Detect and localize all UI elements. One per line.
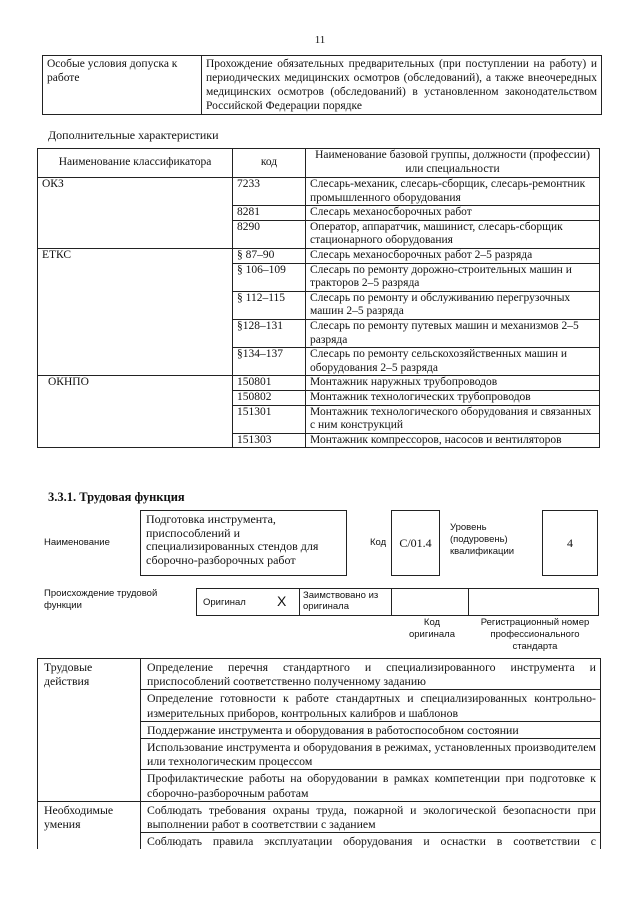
classifier-name: ОКНПО (38, 376, 233, 391)
classifier-code: 151303 (233, 433, 306, 448)
table-row (38, 263, 600, 291)
special-conditions-text: Прохождение обязательных предварительных (при поступлении на работу) и периодических медицинских осмотров (обследований), а также внеочередных медицинских осмотров (обследований) в установленном законодательством Российской Федерации порядке (202, 56, 602, 115)
classifier-title: Слесарь по ремонту сельскохозяйственных машин и оборудования 2–5 разряда (306, 348, 600, 376)
classifier-title: Оператор, аппаратчик, машинист, слесарь-сборщик стационарного оборудования (306, 220, 600, 248)
additional-characteristics-title: Дополнительные характеристики (48, 128, 219, 142)
labor-table (37, 658, 601, 849)
classifier-code: 7233 (233, 178, 306, 206)
function-name-box: Подготовка инструмента, приспособлений и специализированных стендов для сборочно-разборочных работ (140, 510, 347, 576)
classifier-title: Слесарь по ремонту путевых машин и механизмов 2–5 разряда (306, 319, 600, 347)
classifier-code: § 87–90 (233, 248, 306, 263)
original-code-cell (391, 589, 469, 615)
action-item: Определение перечня стандартного и специализированного инструмента и приспособлений соответственно полученному заданию (141, 659, 601, 690)
level-box: 4 (542, 510, 598, 576)
classifier-title: Монтажник наружных трубопроводов (306, 376, 600, 391)
classifier-code: 150802 (233, 390, 306, 405)
original-cell (197, 589, 300, 615)
table-row (38, 390, 600, 405)
code-original-caption: Код оригинала (408, 617, 455, 640)
function-title: 3.3.1. Трудовая функция (48, 490, 185, 504)
classifier-code: 8281 (233, 206, 306, 221)
table-row (38, 248, 600, 263)
table-row (38, 348, 600, 376)
special-conditions-label: Особые условия допуска к работе (43, 56, 202, 115)
classifier-code: § 112–115 (233, 291, 306, 319)
skills-label: Необходимые умения (38, 801, 141, 832)
table-row (38, 206, 600, 221)
classifier-code: 151301 (233, 405, 306, 433)
actions-label: Трудовые действия (38, 659, 141, 690)
borrowed-label: Заимствовано из оригинала (303, 590, 379, 612)
table-row (38, 739, 601, 770)
action-item: Использование инструмента и оборудования в режимах, установленных производителем или технологическим процессом (141, 739, 601, 770)
classifier-title: Слесарь-механик, слесарь-сборщик, слесарь-ремонтник промышленного оборудования (306, 178, 600, 206)
page-number: 11 (314, 34, 326, 46)
classifier-title: Монтажник технологических трубопроводов (306, 390, 600, 405)
table-header-row (38, 149, 600, 178)
table-row (38, 376, 600, 391)
action-item: Профилактические работы на оборудовании в рамках компетенции при подготовке к сборочно-разборочным работам (141, 770, 601, 801)
classifier-code: §128–131 (233, 319, 306, 347)
original-label: Оригинал (203, 597, 246, 608)
name-label: Наименование (44, 537, 110, 548)
table-row (38, 220, 600, 248)
table-row (38, 690, 601, 721)
function-code-box: С/01.4 (391, 510, 440, 576)
table-row (38, 405, 600, 433)
classifier-title: Монтажник компрессоров, насосов и вентиляторов (306, 433, 600, 448)
classifier-code: 8290 (233, 220, 306, 248)
classifier-title: Слесарь по ремонту и обслуживанию перегрузочных машин 2–5 разряда (306, 291, 600, 319)
classifier-name: ЕТКС (38, 248, 233, 263)
classifier-title: Слесарь по ремонту дорожно-строительных машин и тракторов 2–5 разряда (306, 263, 600, 291)
table-row (38, 433, 600, 448)
table-row (38, 659, 601, 690)
table-row (38, 770, 601, 801)
table-row (38, 178, 600, 206)
classifier-table (37, 148, 600, 448)
code-label: Код (370, 537, 387, 548)
classifier-title: Слесарь механосборочных работ (306, 206, 600, 221)
skill-item: Соблюдать требования охраны труда, пожарной и экологической безопасности при выполнении работ в соответствии с заданием (141, 801, 601, 832)
classifier-title: Монтажник технологического оборудования и связанных с ним конструкций (306, 405, 600, 433)
table-row (38, 291, 600, 319)
table-row (38, 833, 601, 850)
classifier-title: Слесарь механосборочных работ 2–5 разряда (306, 248, 600, 263)
header-title: Наименование базовой группы, должности (профессии) или специальности (306, 149, 600, 178)
classifier-code: 150801 (233, 376, 306, 391)
header-classifier: Наименование классификатора (38, 149, 233, 178)
table-row (38, 319, 600, 347)
borrowed-cell (299, 589, 392, 615)
table-row (38, 721, 601, 738)
level-label: Уровень (подуровень) квалификации (450, 522, 515, 557)
origin-row (196, 588, 599, 616)
action-item: Определение готовности к работе стандартных и специализированных контрольно-измерительных приборов, контрольных калибров и шаблонов (141, 690, 601, 721)
table-row (38, 801, 601, 832)
reg-number-caption: Регистрационный номер профессионального стандарта (480, 617, 590, 652)
header-code: код (233, 149, 306, 178)
action-item: Поддержание инструмента и оборудования в работоспособном состоянии (141, 721, 601, 738)
classifier-code: § 106–109 (233, 263, 306, 291)
origin-label: Происхождение трудовой функции (44, 588, 158, 611)
classifier-code: §134–137 (233, 348, 306, 376)
classifier-name: ОКЗ (38, 178, 233, 206)
special-conditions-table (42, 55, 602, 115)
original-mark: X (277, 593, 287, 609)
skill-item: Соблюдать правила эксплуатации оборудования и оснастки в соответствии с (141, 833, 601, 850)
